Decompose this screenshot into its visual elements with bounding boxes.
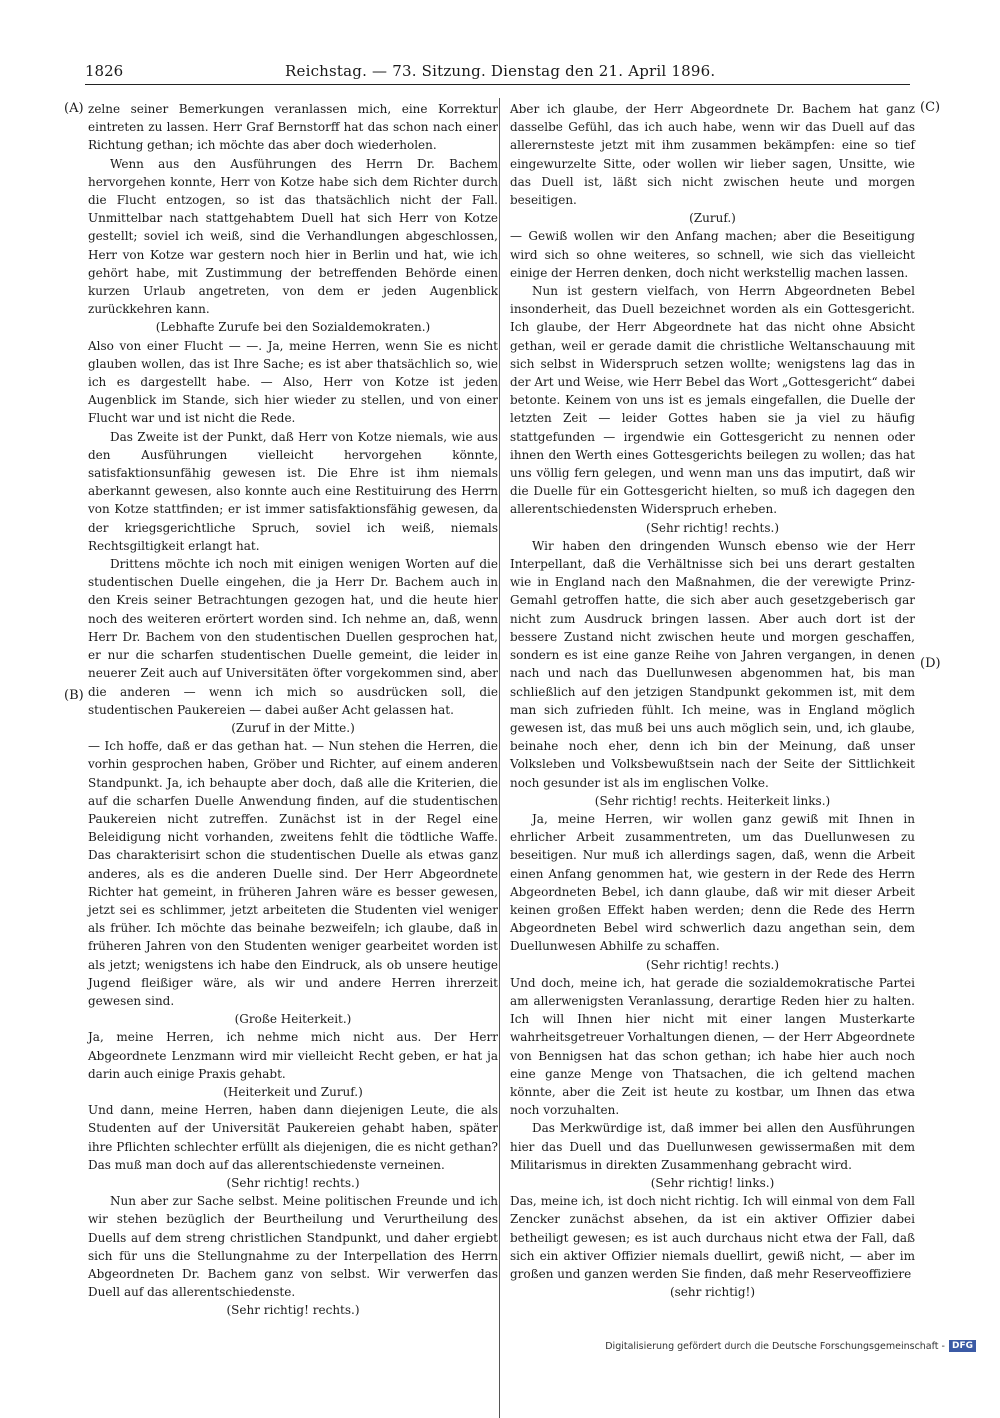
interjection: (Sehr richtig! rechts.): [226, 1303, 360, 1318]
interjection: (Sehr richtig! rechts.): [645, 520, 780, 535]
paragraph: Also von einer Flucht — —. Ja, meine Herren, wenn Sie es nicht glauben wollen, das ist Ihre Sache; es ist aber thatsächlich so, wie ich es dargestellt habe. — Also, Herr von Kotze ist jeden Augenblick im Stande, sich hier wieder zu stellen, und von einer Flucht war und ist nicht die Rede.: [88, 338, 498, 426]
paragraph: Das Merkwürdige ist, daß immer bei allen den Ausführungen hier das Duell und das Duellunwesen gewissermaßen mit dem Militarismus in direkten Zusammenhang gebracht wird.: [510, 1121, 915, 1172]
paragraph: — Ich hoffe, daß er das gethan hat. — Nun stehen die Herren, die vorhin gesprochen haben, Gröber und Richter, auf einem anderen Standpunkt. Ja, ich behaupte aber doch, daß alle die Kriterien, die auf die scharfen Duelle Anwendung finden, auf die studentischen Paukereien nicht zutreffen. Zunächst ist in der Regel eine Beleidigung nicht vorhanden, zweitens fehlt die tödtliche Waffe. Das charakterisirt schon die studentischen Duelle als etwas ganz anderes, als es die anderen Duelle sind. Der Herr Abgeordnete Richter hat gemeint, in früheren Jahren wäre es besser gewesen, jetzt sei es schlimmer, jetzt arbeiteten die Studenten viel weniger als früher. Ich möchte das beinahe bezweifeln; ich glaube, daß in früheren Jahren von den Studenten weniger gearbeitet worden ist als jetzt; wenigstens ich habe den Eindruck, als ob unsere heutige Jugend fleißiger wäre, als wir und andere Herren ihrerzeit gewesen sind.: [88, 739, 498, 1008]
interjection: (Sehr richtig! rechts.): [226, 1175, 360, 1190]
right-column: [510, 100, 915, 1301]
margin-marker-c: (C): [920, 100, 941, 115]
paragraph: Wenn aus den Ausführungen des Herrn Dr. Bachem hervorgehen konnte, Herr von Kotze habe sich dem Richter durch die Flucht entzogen, so ist das thatsächlich nicht der Fall. Unmittelbar nach stattgehabtem Duell hat sich Herr von Kotze gestellt; soviel ich weiß, sind die Verhandlungen abgeschlossen, Herr von Kotze war gestern noch hier in Berlin und hat, wie ich gehört habe, mit Zustimmung der betreffenden Behörde einen kurzen Urlaub angetreten, von dem er jeden Augenblick zurückkehren kann.: [88, 156, 498, 317]
header-rule: [85, 84, 910, 85]
interjection: (Zuruf in der Mitte.): [231, 720, 355, 735]
interjection: (sehr richtig!): [669, 1285, 756, 1300]
margin-marker-b: (B): [64, 688, 84, 703]
paragraph: — Gewiß wollen wir den Anfang machen; aber die Beseitigung wird sich so ohne weiteres, so schnell, wie sich das vielleicht einige der Herren denken, doch nicht werkstellig machen lassen.: [510, 229, 915, 280]
running-title: Reichstag. — 73. Sitzung. Dienstag den 21. April 1896.: [285, 62, 716, 80]
paragraph: Ja, meine Herren, ich nehme mich nicht aus. Der Herr Abgeordnete Lenzmann wird mir vielleicht Recht geben, er hat ja darin auch einige Praxis gehabt.: [88, 1030, 498, 1081]
interjection: (Große Heiterkeit.): [234, 1012, 352, 1027]
interjection: (Sehr richtig! links.): [650, 1175, 775, 1190]
left-column: [88, 100, 498, 1320]
footer: [605, 1339, 976, 1353]
paragraph: Aber ich glaube, der Herr Abgeordnete Dr. Bachem hat ganz dasselbe Gefühl, das ich auch habe, wenn wir das Duell auf das allerernsteste jetzt mit ihm zusammen bekämpfen: eine so tief eingewurzelte Sitte, oder wollen wir lieber sagen, Unsitte, wie das Duell ist, läßt sich nicht zwischen heute und morgen beseitigen.: [510, 102, 915, 208]
paragraph: Wir haben den dringenden Wunsch ebenso wie der Herr Interpellant, daß die Verhältnisse sich bei uns derart gestalten wie in England nach den Maßnahmen, die der verewigte Prinz-Gemahl getroffen hatte, die sich aber auch gesetzgeberisch gar nicht zum Ausdruck bringen lassen. Aber auch dort ist der bessere Zustand nicht zwischen heute und morgen geschaffen, sondern es ist eine ganze Reihe von Jahren vergangen, in denen nach und nach das Duellunwesen abgenommen hat, bis man schließlich auf den jetzigen Standpunkt gekommen ist, mit dem man sich zufrieden fühlt. Ich meine, was in England möglich gewesen ist, das muß bei uns auch möglich sein, und, ich glaube, beinahe noch eher, denn ich bin der Meinung, daß unser Volksleben und Volksbewußtsein nach der Seite der Sittlichkeit noch gesunder ist als im englischen Volke.: [510, 538, 915, 790]
paragraph: Nun aber zur Sache selbst. Meine politischen Freunde und ich wir stehen bezüglich der Beurtheilung und Verurtheilung des Duells auf dem streng christlichen Standpunkt, und daher ergiebt sich für uns die Stellungnahme zu der Interpellation des Herrn Abgeordneten Dr. Bachem ganz von selbst. Wir verwerfen das Duell auf das allerentschiedenste.: [88, 1194, 498, 1300]
column-divider: [499, 98, 500, 1418]
paragraph: Und doch, meine ich, hat gerade die sozialdemokratische Partei am allerwenigsten Veranlassung, derartige Reden hier zu halten. Ich will Ihnen hier nicht mit einer langen Musterkarte wahrheitsgetreuer Vorhaltungen dienen, — der Herr Abgeordnete von Bennigsen hat das schon gethan; ich habe hier auch noch eine ganze Menge von Thatsachen, die ich geltend machen könnte, aber die Zeit ist heute zu kostbar, um Ihnen das etwa noch vorzuhalten.: [510, 975, 915, 1118]
paragraph: Das Zweite ist der Punkt, daß Herr von Kotze niemals, wie aus den Ausführungen vielleicht hervorgehen könnte, satisfaktionsunfähig gewesen ist. Die Ehre ist ihm niemals aberkannt gewesen, also konnte auch eine Restituirung des Herrn von Kotze stattfinden; er ist immer satisfaktionsfähig gewesen, da der kriegsgerichtliche Spruch, soviel ich weiß, niemals Rechtsgiltigkeit erlangt hat.: [88, 429, 498, 553]
margin-marker-d: (D): [920, 656, 941, 671]
interjection: (Sehr richtig! rechts. Heiterkeit links.): [594, 793, 831, 808]
page-number: 1826: [85, 62, 124, 80]
margin-marker-a: (A): [64, 101, 84, 116]
paragraph: Das, meine ich, ist doch nicht richtig. Ich will einmal von dem Fall Zencker zunächst absehen, da ist ein aktiver Offizier dabei betheiligt gewesen; es ist auch durchaus nicht etwa der Fall, daß sich ein aktiver Offizier niemals duellirt, gewiß nicht, — aber im großen und ganzen werden Sie finden, daß mehr Reserveoffiziere: [510, 1194, 915, 1281]
interjection: (Sehr richtig! rechts.): [645, 957, 780, 972]
paragraph: zelne seiner Bemerkungen veranlassen mich, eine Korrektur eintreten zu lassen. Herr Graf Bernstorff hat das schon nach einer Richtung gethan; ich möchte das aber doch wiederholen.: [88, 102, 498, 153]
dfg-logo: DFG: [949, 1340, 976, 1352]
paragraph: Drittens möchte ich noch mit einigen wenigen Worten auf die studentischen Duelle eingehen, die ja Herr Dr. Bachem auch in den Kreis seiner Betrachtungen gezogen hat, und die heute hier noch des weiteren erörtert worden sind. Ich nehme an, daß, wenn Herr Dr. Bachem von den studentischen Duellen gesprochen hat, er nur die scharfen studentischen Duelle gemeint, die leider in neuerer Zeit auch auf Universitäten öfter vorgekommen sind, aber die anderen — wenn ich mich so ausdrücken soll, die studentischen Paukereien — dabei außer Acht gelassen hat.: [88, 557, 498, 717]
page-header: [85, 62, 910, 84]
interjection: (Zuruf.): [689, 211, 736, 226]
footer-credit: Digitalisierung gefördert durch die Deutsche Forschungsgemeinschaft -: [605, 1340, 945, 1352]
interjection: (Lebhafte Zurufe bei den Sozialdemokraten.): [155, 320, 431, 335]
interjection: (Heiterkeit und Zuruf.): [223, 1084, 363, 1099]
paragraph: Ja, meine Herren, wir wollen ganz gewiß mit Ihnen in ehrlicher Arbeit zusammentreten, um das Duellunwesen zu beseitigen. Nur muß ich allerdings sagen, daß, wenn die Arbeit einen Anfang genommen hat, wie gestern in der Rede des Herrn Abgeordneten Bebel, ich dann glaube, daß wir mit dieser Arbeit keinen großen Effekt haben werden; denn die Rede des Herrn Abgeordneten Bebel wird schwerlich dazu angethan sein, dem Duellunwesen Abhilfe zu schaffen.: [510, 811, 915, 954]
paragraph: Nun ist gestern vielfach, von Herrn Abgeordneten Bebel insonderheit, das Duell bezeichnet worden als ein Gottesgericht. Ich glaube, der Herr Abgeordnete hat das nicht ohne Absicht gethan, weil er gerade damit die christliche Weltanschauung mit sich selbst in Widerspruch setzen wollte; wenigstens lag das in der Art und Weise, wie Herr Bebel das Wort „Gottesgericht“ dabei betonte. Keinem von uns ist es jemals eingefallen, die Duelle der letzten Zeit — leider Gottes haben sie ja viel zu häufig stattgefunden — irgendwie ein Gottesgericht zu nennen oder ihnen den Werth eines Gottesgerichts beilegen zu wollen; das hat uns völlig fern gelegen, und wenn man uns das imputirt, daß wir die Duelle für ein Gottesgericht hielten, so muß ich dagegen den allerentschiedensten Widerspruch erheben.: [510, 284, 915, 517]
paragraph: Und dann, meine Herren, haben dann diejenigen Leute, die als Studenten auf der Universität Paukereien gehabt haben, später ihre Pflichten schlechter erfüllt als diejenigen, die es nicht gethan? Das muß man doch auf das allerentschiedenste verneinen.: [88, 1103, 498, 1172]
